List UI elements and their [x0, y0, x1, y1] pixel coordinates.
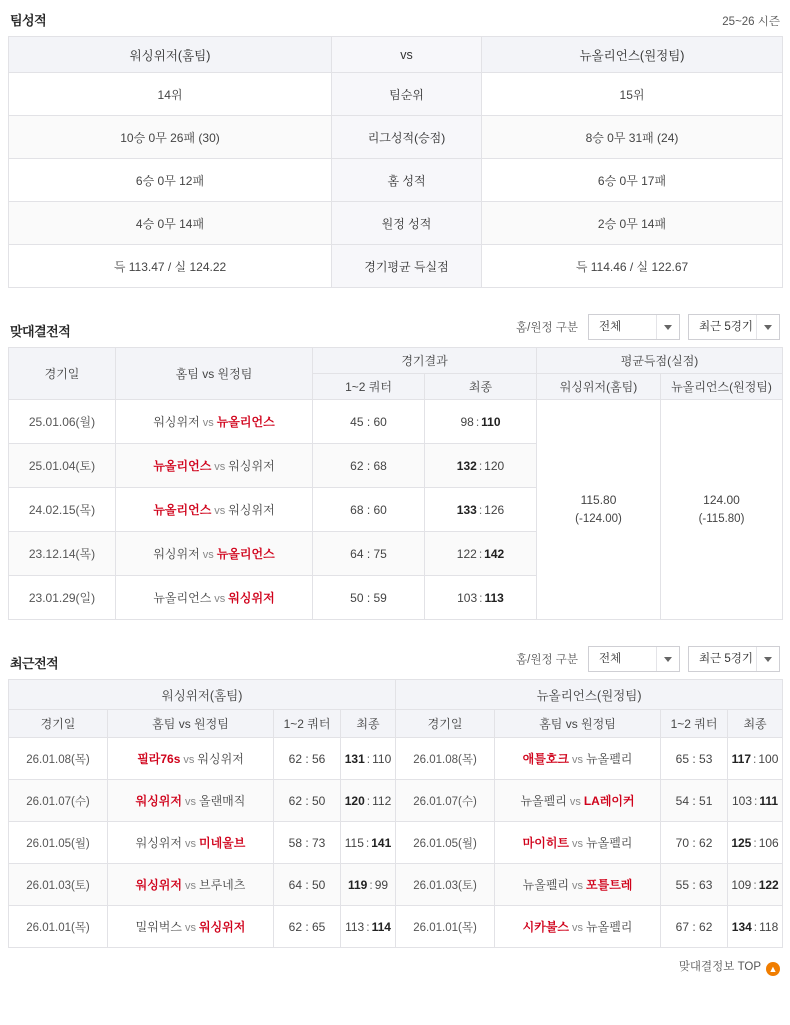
h2h-range-value: 최근 5경기	[698, 321, 753, 333]
recent-home-date: 26.01.01(목)	[9, 906, 108, 948]
h2h-avg-home: 115.80 (-124.00)	[537, 400, 661, 620]
recent-homeaway-select[interactable]	[588, 646, 680, 672]
away-team-name: 워싱위저	[228, 503, 275, 517]
home-team-name: 워싱위저	[135, 836, 182, 850]
final-score-right: 120	[484, 458, 505, 473]
final-score-left: 119	[347, 877, 368, 892]
final-score-left: 122	[456, 546, 477, 561]
recent-away-final	[728, 780, 783, 822]
h2h-th-date: 경기일	[9, 348, 116, 400]
vs-label: vs	[572, 880, 584, 892]
h2h-date: 24.02.15(목)	[9, 488, 116, 532]
recent-home-match[interactable]	[108, 822, 274, 864]
recent-home-final	[341, 780, 396, 822]
vs-label: vs	[572, 754, 584, 766]
score-separator: :	[479, 590, 483, 605]
recent-home-final	[341, 906, 396, 948]
h2h-range-select[interactable]	[688, 314, 780, 340]
arrow-up-icon: ▲	[766, 962, 780, 976]
recent-header	[8, 636, 782, 679]
away-team-name: 브루네츠	[199, 878, 246, 892]
table-row	[9, 864, 783, 906]
team-away-name: 뉴올리언스(원정팀)	[482, 37, 783, 73]
vs-label: vs	[202, 417, 214, 429]
chevron-down-icon	[664, 657, 672, 662]
h2h-avg-away: 124.00 (-115.80)	[661, 400, 783, 620]
h2h-date: 23.12.14(목)	[9, 532, 116, 576]
final-score-right: 112	[372, 793, 392, 808]
recent-home-match[interactable]	[108, 864, 274, 906]
recent-away-match[interactable]	[495, 738, 661, 780]
team-row-label: 홈 성적	[332, 159, 482, 202]
away-team-name: 워싱위저	[199, 920, 246, 934]
score-separator: :	[753, 919, 758, 934]
chevron-down-icon	[764, 657, 772, 662]
recent-title: 최근전적	[10, 656, 59, 671]
recent-away-date: 26.01.08(목)	[396, 738, 495, 780]
recent-home-q12: 62 : 65	[274, 906, 341, 948]
h2h-th-avg-home: 워싱위저(홈팀)	[537, 374, 661, 400]
season-label: 25~26 시즌	[722, 16, 780, 28]
team-row-label: 원정 성적	[332, 202, 482, 245]
vs-label: vs	[214, 593, 226, 605]
score-separator: :	[366, 919, 370, 934]
h2h-match[interactable]	[116, 400, 313, 444]
recent-home-final	[341, 822, 396, 864]
recent-group-home: 워싱위저(홈팀)	[9, 680, 396, 710]
h2h-th-avg: 평균득점(실점)	[537, 348, 783, 374]
team-row-label: 경기평균 득실점	[332, 245, 482, 288]
h2h-final	[425, 532, 537, 576]
away-team-name: LA레이커	[583, 794, 635, 808]
score-separator: :	[478, 458, 483, 473]
vs-label: vs	[214, 461, 226, 473]
h2h-q12: 68 : 60	[313, 488, 425, 532]
team-home-value: 득 113.47 / 실 124.22	[9, 245, 332, 288]
score-separator: :	[754, 793, 758, 808]
h2h-filter-label: 홈/원정 구분	[516, 322, 578, 334]
h2h-header	[8, 304, 782, 347]
table-row	[9, 400, 783, 444]
recent-away-match[interactable]	[495, 906, 661, 948]
team-home-name: 워싱위저(홈팀)	[9, 37, 332, 73]
recent-away-q12: 70 : 62	[661, 822, 728, 864]
score-separator: :	[366, 751, 371, 766]
team-row-label: 팀순위	[332, 73, 482, 116]
score-separator: :	[366, 793, 371, 808]
score-separator: :	[753, 751, 757, 766]
final-score-left: 132	[456, 458, 477, 473]
h2h-q12: 50 : 59	[313, 576, 425, 620]
vs-label: vs	[185, 838, 196, 850]
home-team-name: 워싱위저	[135, 794, 182, 808]
home-team-name: 뉴올펠리	[520, 794, 567, 808]
team-away-value: 2승 0무 14패	[482, 202, 783, 245]
h2h-q12: 45 : 60	[313, 400, 425, 444]
away-team-name: 올랜매직	[199, 794, 246, 808]
recent-filter-label: 홈/원정 구분	[516, 654, 578, 666]
recent-away-final	[728, 738, 783, 780]
vs-label: vs	[185, 796, 196, 808]
home-team-name: 워싱위저	[153, 415, 200, 429]
score-separator: :	[753, 835, 757, 850]
h2h-match[interactable]	[116, 576, 313, 620]
h2h-homeaway-select[interactable]	[588, 314, 680, 340]
recent-th-match-away: 홈팀 vs 원정팀	[495, 710, 661, 738]
table-row	[9, 159, 783, 202]
away-team-name: 뉴올리언스	[216, 547, 275, 561]
team-record-title: 팀성적	[10, 13, 47, 28]
recent-away-date: 26.01.01(목)	[396, 906, 495, 948]
recent-home-match[interactable]	[108, 906, 274, 948]
h2h-homeaway-value: 전체	[598, 321, 622, 333]
table-row	[9, 738, 783, 780]
h2h-match[interactable]	[116, 444, 313, 488]
final-score-right: 110	[481, 414, 501, 429]
home-team-name: 밀워벅스	[135, 920, 182, 934]
away-team-name: 뉴올펠리	[586, 836, 633, 850]
recent-home-match[interactable]	[108, 738, 274, 780]
team-home-value: 4승 0무 14패	[9, 202, 332, 245]
home-team-name: 뉴올리언스	[153, 591, 212, 605]
final-score-right: 141	[371, 835, 392, 850]
recent-away-final	[728, 906, 783, 948]
final-score-right: 100	[758, 751, 779, 766]
h2h-th-q12: 1~2 쿼터	[313, 374, 425, 400]
recent-home-date: 26.01.05(월)	[9, 822, 108, 864]
recent-away-q12: 67 : 62	[661, 906, 728, 948]
recent-away-match[interactable]	[495, 864, 661, 906]
final-score-right: 122	[758, 877, 779, 892]
h2h-final	[425, 488, 537, 532]
recent-table	[8, 679, 783, 948]
team-row-label: 리그성적(승점)	[332, 116, 482, 159]
final-score-left: 125	[731, 835, 752, 850]
recent-home-q12: 64 : 50	[274, 864, 341, 906]
team-away-value: 8승 0무 31패 (24)	[482, 116, 783, 159]
recent-range-value: 최근 5경기	[698, 653, 753, 665]
h2h-date: 25.01.04(토)	[9, 444, 116, 488]
team-home-value: 14위	[9, 73, 332, 116]
final-score-left: 134	[731, 919, 752, 934]
recent-th-match-home: 홈팀 vs 원정팀	[108, 710, 274, 738]
recent-away-match[interactable]	[495, 780, 661, 822]
h2h-q12: 62 : 68	[313, 444, 425, 488]
final-score-right: 110	[372, 751, 392, 766]
team-vs-label: vs	[332, 37, 482, 73]
final-score-left: 117	[731, 751, 752, 766]
score-separator: :	[365, 835, 370, 850]
h2h-title: 맞대결전적	[10, 324, 71, 339]
home-team-name: 시카불스	[522, 920, 570, 934]
recent-home-match[interactable]	[108, 780, 274, 822]
recent-group-away: 뉴올리언스(원정팀)	[396, 680, 783, 710]
recent-away-date: 26.01.03(토)	[396, 864, 495, 906]
h2h-date: 23.01.29(일)	[9, 576, 116, 620]
footer-top-link[interactable]	[8, 948, 782, 980]
vs-label: vs	[214, 505, 226, 517]
final-score-right: 114	[371, 919, 391, 934]
final-score-right: 106	[758, 835, 779, 850]
home-team-name: 마이히트	[522, 836, 570, 850]
final-score-right: 99	[374, 877, 389, 892]
home-team-name: 뉴올펠리	[522, 878, 570, 892]
h2h-date: 25.01.06(월)	[9, 400, 116, 444]
home-team-name: 워싱위저	[153, 547, 200, 561]
final-score-right: 126	[484, 502, 505, 517]
final-score-right: 111	[759, 793, 779, 808]
home-team-name: 워싱위저	[135, 878, 182, 892]
team-away-value: 15위	[482, 73, 783, 116]
table-row	[9, 245, 783, 288]
score-separator: :	[753, 877, 757, 892]
footer-label: 맞대결정보 TOP	[678, 961, 761, 973]
recent-away-date: 26.01.07(수)	[396, 780, 495, 822]
recent-th-final-home: 최종	[341, 710, 396, 738]
h2h-table	[8, 347, 783, 620]
select-divider	[756, 315, 757, 339]
recent-th-q12-away: 1~2 쿼터	[661, 710, 728, 738]
home-team-name: 필라76s	[137, 752, 181, 766]
select-divider	[656, 647, 657, 671]
h2h-th-result: 경기결과	[313, 348, 537, 374]
final-score-left: 98	[460, 414, 474, 429]
select-divider	[656, 315, 657, 339]
h2h-q12: 64 : 75	[313, 532, 425, 576]
recent-home-date: 26.01.07(수)	[9, 780, 108, 822]
home-team-name: 뉴올리언스	[153, 503, 212, 517]
away-team-name: 워싱위저	[197, 752, 244, 766]
vs-label: vs	[183, 754, 195, 766]
recent-th-q12-home: 1~2 쿼터	[274, 710, 341, 738]
away-team-name: 워싱위저	[228, 591, 275, 605]
team-record-header	[8, 0, 782, 36]
recent-home-date: 26.01.08(목)	[9, 738, 108, 780]
recent-range-select[interactable]	[688, 646, 780, 672]
score-separator: :	[478, 546, 483, 561]
final-score-left: 113	[345, 919, 365, 934]
chevron-down-icon	[764, 325, 772, 330]
vs-label: vs	[202, 549, 214, 561]
h2h-final	[425, 576, 537, 620]
away-team-name: 워싱위저	[228, 459, 275, 473]
vs-label: vs	[572, 922, 584, 934]
recent-away-date: 26.01.05(월)	[396, 822, 495, 864]
recent-home-q12: 58 : 73	[274, 822, 341, 864]
recent-away-q12: 55 : 63	[661, 864, 728, 906]
score-separator: :	[369, 877, 373, 892]
recent-away-q12: 54 : 51	[661, 780, 728, 822]
h2h-match[interactable]	[116, 488, 313, 532]
recent-away-final	[728, 864, 783, 906]
team-away-value: 득 114.46 / 실 122.67	[482, 245, 783, 288]
home-team-name: 애틀호크	[522, 752, 570, 766]
team-away-value: 6승 0무 17패	[482, 159, 783, 202]
team-record-table	[8, 36, 783, 288]
final-score-left: 109	[731, 877, 752, 892]
table-row	[9, 202, 783, 245]
recent-home-date: 26.01.03(토)	[9, 864, 108, 906]
recent-away-q12: 65 : 53	[661, 738, 728, 780]
away-team-name: 뉴올펠리	[586, 752, 633, 766]
vs-label: vs	[185, 922, 196, 934]
table-row	[9, 822, 783, 864]
h2h-controls	[516, 314, 780, 340]
recent-home-q12: 62 : 56	[274, 738, 341, 780]
final-score-right: 142	[484, 546, 505, 561]
home-team-name: 뉴올리언스	[153, 459, 212, 473]
recent-home-final	[341, 738, 396, 780]
recent-away-match[interactable]	[495, 822, 661, 864]
final-score-left: 133	[456, 502, 477, 517]
recent-th-final-away: 최종	[728, 710, 783, 738]
h2h-th-final: 최종	[425, 374, 537, 400]
h2h-final	[425, 444, 537, 488]
recent-home-q12: 62 : 50	[274, 780, 341, 822]
vs-label: vs	[185, 880, 196, 892]
chevron-down-icon	[664, 325, 672, 330]
final-score-left: 115	[344, 835, 364, 850]
final-score-left: 120	[344, 793, 365, 808]
final-score-left: 103	[457, 590, 478, 605]
table-row	[9, 780, 783, 822]
h2h-th-avg-away: 뉴올리언스(원정팀)	[661, 374, 783, 400]
final-score-left: 131	[344, 751, 365, 766]
away-team-name: 뉴올펠리	[586, 920, 633, 934]
final-score-left: 103	[731, 793, 753, 808]
h2h-match[interactable]	[116, 532, 313, 576]
away-team-name: 미네울브	[199, 836, 246, 850]
table-row	[9, 116, 783, 159]
table-row	[9, 906, 783, 948]
recent-home-final	[341, 864, 396, 906]
recent-homeaway-value: 전체	[598, 653, 622, 665]
team-record-header-row	[9, 37, 783, 73]
final-score-right: 113	[484, 590, 504, 605]
vs-label: vs	[569, 796, 581, 808]
select-divider	[756, 647, 757, 671]
h2h-th-match: 홈팀 vs 원정팀	[116, 348, 313, 400]
score-separator: :	[478, 502, 483, 517]
recent-controls	[516, 646, 780, 672]
final-score-right: 118	[759, 919, 779, 934]
recent-th-date-home: 경기일	[9, 710, 108, 738]
vs-label: vs	[572, 838, 584, 850]
away-team-name: 포틀트레	[586, 878, 633, 892]
recent-away-final	[728, 822, 783, 864]
team-home-value: 10승 0무 26패 (30)	[9, 116, 332, 159]
away-team-name: 뉴올리언스	[216, 415, 275, 429]
recent-th-date-away: 경기일	[396, 710, 495, 738]
h2h-final	[425, 400, 537, 444]
table-row	[9, 73, 783, 116]
score-separator: :	[475, 414, 480, 429]
team-home-value: 6승 0무 12패	[9, 159, 332, 202]
